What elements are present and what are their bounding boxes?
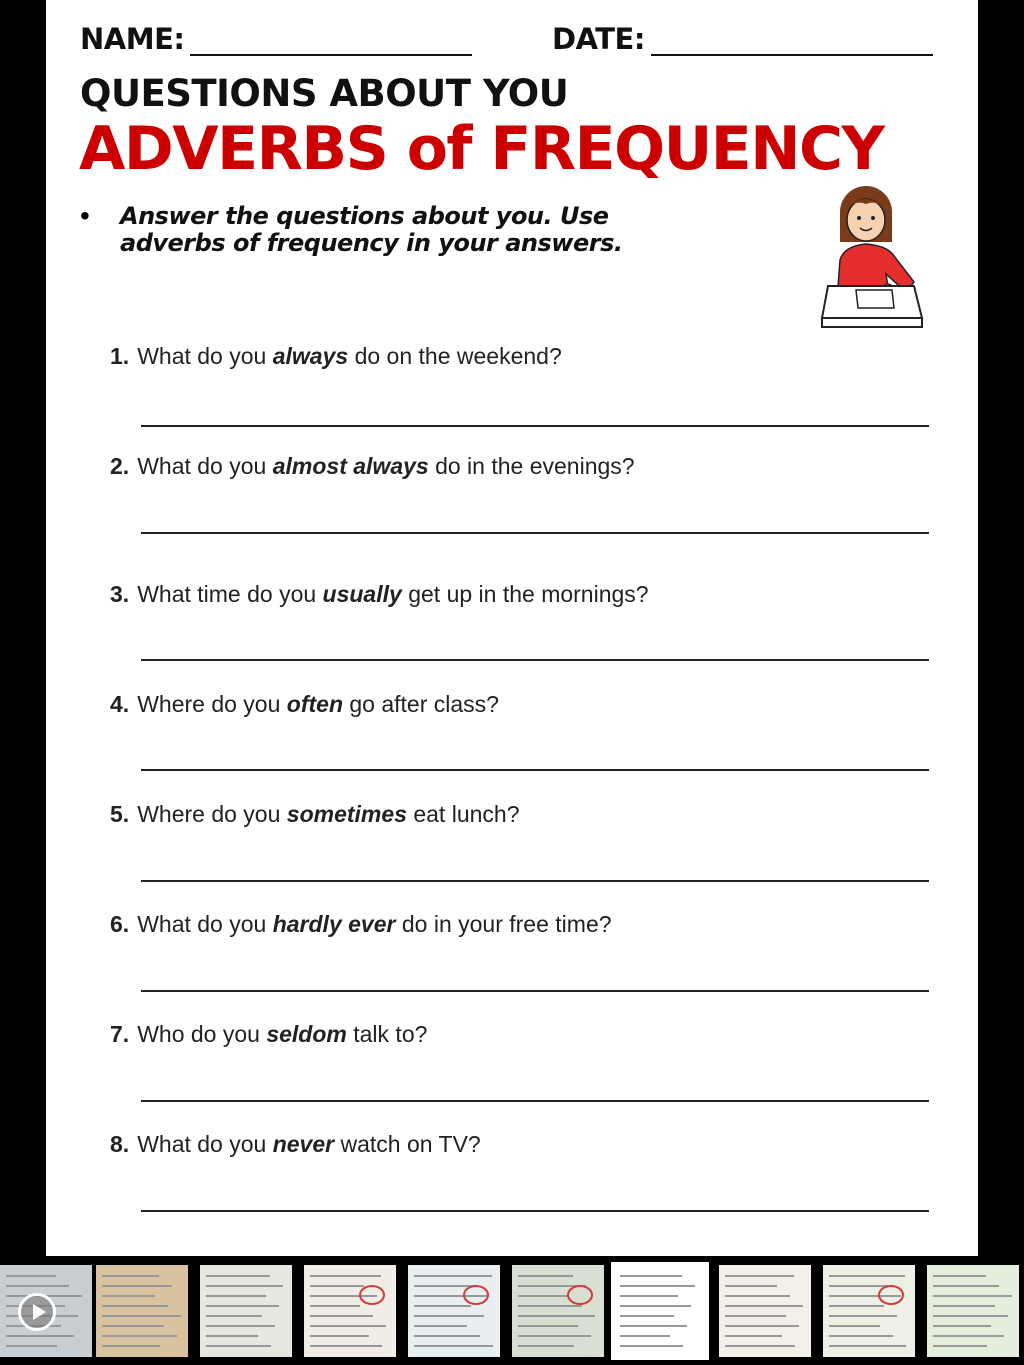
question-number: 1. [110, 343, 130, 369]
thumbnail-text-line [102, 1295, 155, 1297]
thumbnail-text-line [6, 1275, 56, 1277]
thumbnail-text-line [933, 1275, 986, 1277]
question-text-before: Where do you [137, 801, 281, 827]
slide-thumbnail-9[interactable] [823, 1265, 915, 1357]
question-5 [110, 801, 519, 828]
slide-thumbnail-6[interactable] [512, 1265, 604, 1357]
thumbnail-text-line [102, 1345, 160, 1347]
question-text-after: watch on TV? [340, 1131, 481, 1157]
thumbnail-text-line [206, 1335, 258, 1337]
slide-thumbnail-2[interactable] [96, 1265, 188, 1357]
thumbnail-text-line [414, 1315, 484, 1317]
question-text-after: go after class? [349, 691, 499, 717]
thumbnail-text-line [620, 1285, 695, 1287]
worksheet-title: ADVERBS of FREQUENCY [79, 114, 884, 184]
question-1 [110, 343, 562, 370]
thumbnail-text-line [206, 1285, 283, 1287]
question-text-before: What do you [137, 453, 267, 479]
slide-thumbnail-1[interactable] [0, 1265, 92, 1357]
thumbnail-text-line [6, 1285, 69, 1287]
thumbnail-text-line [310, 1275, 381, 1277]
thumbnail-text-line [620, 1305, 691, 1307]
thumbnail-text-line [414, 1345, 493, 1347]
date-label: DATE: [552, 22, 645, 56]
thumbnail-text-line [620, 1345, 683, 1347]
thumbnail-text-line [414, 1305, 471, 1307]
thumbnail-text-line [310, 1325, 386, 1327]
thumbnail-text-line [102, 1335, 177, 1337]
play-icon[interactable] [18, 1293, 56, 1331]
thumbnail-text-line [725, 1285, 777, 1287]
name-line [190, 24, 472, 56]
slide-filmstrip[interactable] [0, 1262, 1024, 1358]
thumbnail-text-line [6, 1345, 57, 1347]
question-adverb: almost always [272, 453, 429, 479]
question-7 [110, 1021, 427, 1048]
thumbnail-text-line [829, 1285, 888, 1287]
thumbnail-text-line [933, 1305, 995, 1307]
thumbnail-text-line [620, 1325, 687, 1327]
instruction-text: Answer the questions about you. Use adverbs of frequency in your answers. [120, 202, 623, 257]
question-text-before: What do you [137, 1131, 267, 1157]
thumbnail-text-line [829, 1335, 893, 1337]
question-number: 8. [110, 1131, 130, 1157]
thumbnail-text-line [933, 1295, 1012, 1297]
slide-thumbnail-3[interactable] [200, 1265, 292, 1357]
answer-line-1[interactable] [141, 425, 929, 427]
thumbnail-text-line [829, 1315, 897, 1317]
thumbnail-text-line [725, 1275, 794, 1277]
thumbnail-text-line [518, 1335, 591, 1337]
question-adverb: never [272, 1131, 335, 1157]
thumbnail-text-line [829, 1305, 884, 1307]
thumbnail-text-line [518, 1305, 582, 1307]
thumbnail-text-line [414, 1275, 492, 1277]
worksheet-subtitle: QUESTIONS ABOUT YOU [80, 72, 569, 115]
thumbnail-text-line [518, 1295, 569, 1297]
thumbnail-text-line [310, 1335, 369, 1337]
question-number: 2. [110, 453, 130, 479]
question-number: 4. [110, 691, 130, 717]
question-4 [110, 691, 499, 718]
thumbnail-text-line [206, 1345, 271, 1347]
thumbnail-text-line [933, 1345, 987, 1347]
answer-line-4[interactable] [141, 769, 929, 771]
thumbnail-text-line [102, 1325, 164, 1327]
worksheet-page [46, 0, 978, 1256]
thumbnail-text-line [933, 1315, 1008, 1317]
question-text-before: What do you [137, 911, 267, 937]
answer-line-2[interactable] [141, 532, 929, 534]
thumbnail-text-line [620, 1315, 674, 1317]
date-field [552, 22, 933, 56]
bullet: • [80, 200, 90, 231]
question-8 [110, 1131, 481, 1158]
thumbnail-text-line [620, 1295, 678, 1297]
question-number: 5. [110, 801, 130, 827]
thumbnail-text-line [206, 1325, 275, 1327]
question-text-after: do in your free time? [401, 911, 612, 937]
question-adverb: always [272, 343, 349, 369]
thumbnail-text-line [620, 1335, 670, 1337]
student-writing-illustration [816, 182, 926, 332]
thumbnail-text-line [725, 1315, 786, 1317]
slide-thumbnail-8[interactable] [719, 1265, 811, 1357]
answer-line-6[interactable] [141, 990, 929, 992]
thumbnail-text-line [310, 1285, 364, 1287]
question-adverb: often [286, 691, 343, 717]
annotation-mark [463, 1285, 489, 1305]
annotation-mark [359, 1285, 385, 1305]
question-adverb: seldom [266, 1021, 347, 1047]
thumbnail-text-line [6, 1335, 74, 1337]
question-2 [110, 453, 635, 480]
thumbnail-text-line [518, 1325, 578, 1327]
question-text-after: do on the weekend? [354, 343, 562, 369]
thumbnail-text-line [102, 1285, 172, 1287]
thumbnail-text-line [725, 1295, 790, 1297]
thumbnail-text-line [102, 1315, 181, 1317]
thumbnail-text-line [310, 1345, 382, 1347]
thumbnail-text-line [518, 1275, 573, 1277]
question-text-before: What do you [137, 343, 267, 369]
question-text-after: get up in the mornings? [408, 581, 649, 607]
question-adverb: sometimes [286, 801, 407, 827]
question-text-before: What time do you [137, 581, 317, 607]
question-text-after: talk to? [353, 1021, 428, 1047]
question-number: 6. [110, 911, 130, 937]
thumbnail-text-line [829, 1345, 906, 1347]
answer-line-7[interactable] [141, 1100, 929, 1102]
question-number: 3. [110, 581, 130, 607]
answer-line-8[interactable] [141, 1210, 929, 1212]
thumbnail-text-line [206, 1315, 262, 1317]
thumbnail-text-line [206, 1295, 266, 1297]
thumbnail-text-line [414, 1325, 467, 1327]
thumbnail-text-line [518, 1345, 574, 1347]
thumbnail-text-line [725, 1345, 795, 1347]
thumbnail-text-line [725, 1335, 782, 1337]
thumbnail-text-line [933, 1335, 1004, 1337]
answer-line-3[interactable] [141, 659, 929, 661]
thumbnail-text-line [310, 1315, 373, 1317]
thumbnail-text-line [725, 1325, 799, 1327]
thumbnail-text-line [414, 1285, 475, 1287]
annotation-mark [567, 1285, 593, 1305]
thumbnail-text-line [933, 1325, 991, 1327]
thumbnail-text-line [829, 1275, 905, 1277]
slide-thumbnail-7[interactable] [614, 1265, 706, 1357]
name-label: NAME: [80, 22, 185, 56]
thumbnail-text-line [310, 1305, 360, 1307]
thumbnail-text-line [206, 1305, 279, 1307]
question-text-before: Who do you [137, 1021, 260, 1047]
thumbnail-text-line [725, 1305, 803, 1307]
question-text-after: do in the evenings? [435, 453, 635, 479]
slide-thumbnail-5[interactable] [408, 1265, 500, 1357]
slide-thumbnail-4[interactable] [304, 1265, 396, 1357]
question-adverb: usually [322, 581, 402, 607]
thumbnail-text-line [206, 1275, 270, 1277]
question-text-after: eat lunch? [413, 801, 520, 827]
question-text-before: Where do you [137, 691, 281, 717]
name-field [80, 22, 472, 56]
date-line [651, 24, 933, 56]
thumbnail-text-line [102, 1275, 159, 1277]
slide-thumbnail-10[interactable] [927, 1265, 1019, 1357]
thumbnail-text-line [829, 1325, 880, 1327]
question-6 [110, 911, 612, 938]
question-adverb: hardly ever [272, 911, 396, 937]
thumbnail-text-line [933, 1285, 999, 1287]
thumbnail-text-line [620, 1275, 682, 1277]
thumbnail-text-line [102, 1305, 168, 1307]
question-number: 7. [110, 1021, 130, 1047]
annotation-mark [878, 1285, 904, 1305]
thumbnail-text-line [414, 1335, 480, 1337]
question-3 [110, 581, 649, 608]
answer-line-5[interactable] [141, 880, 929, 882]
thumbnail-text-line [518, 1315, 595, 1317]
